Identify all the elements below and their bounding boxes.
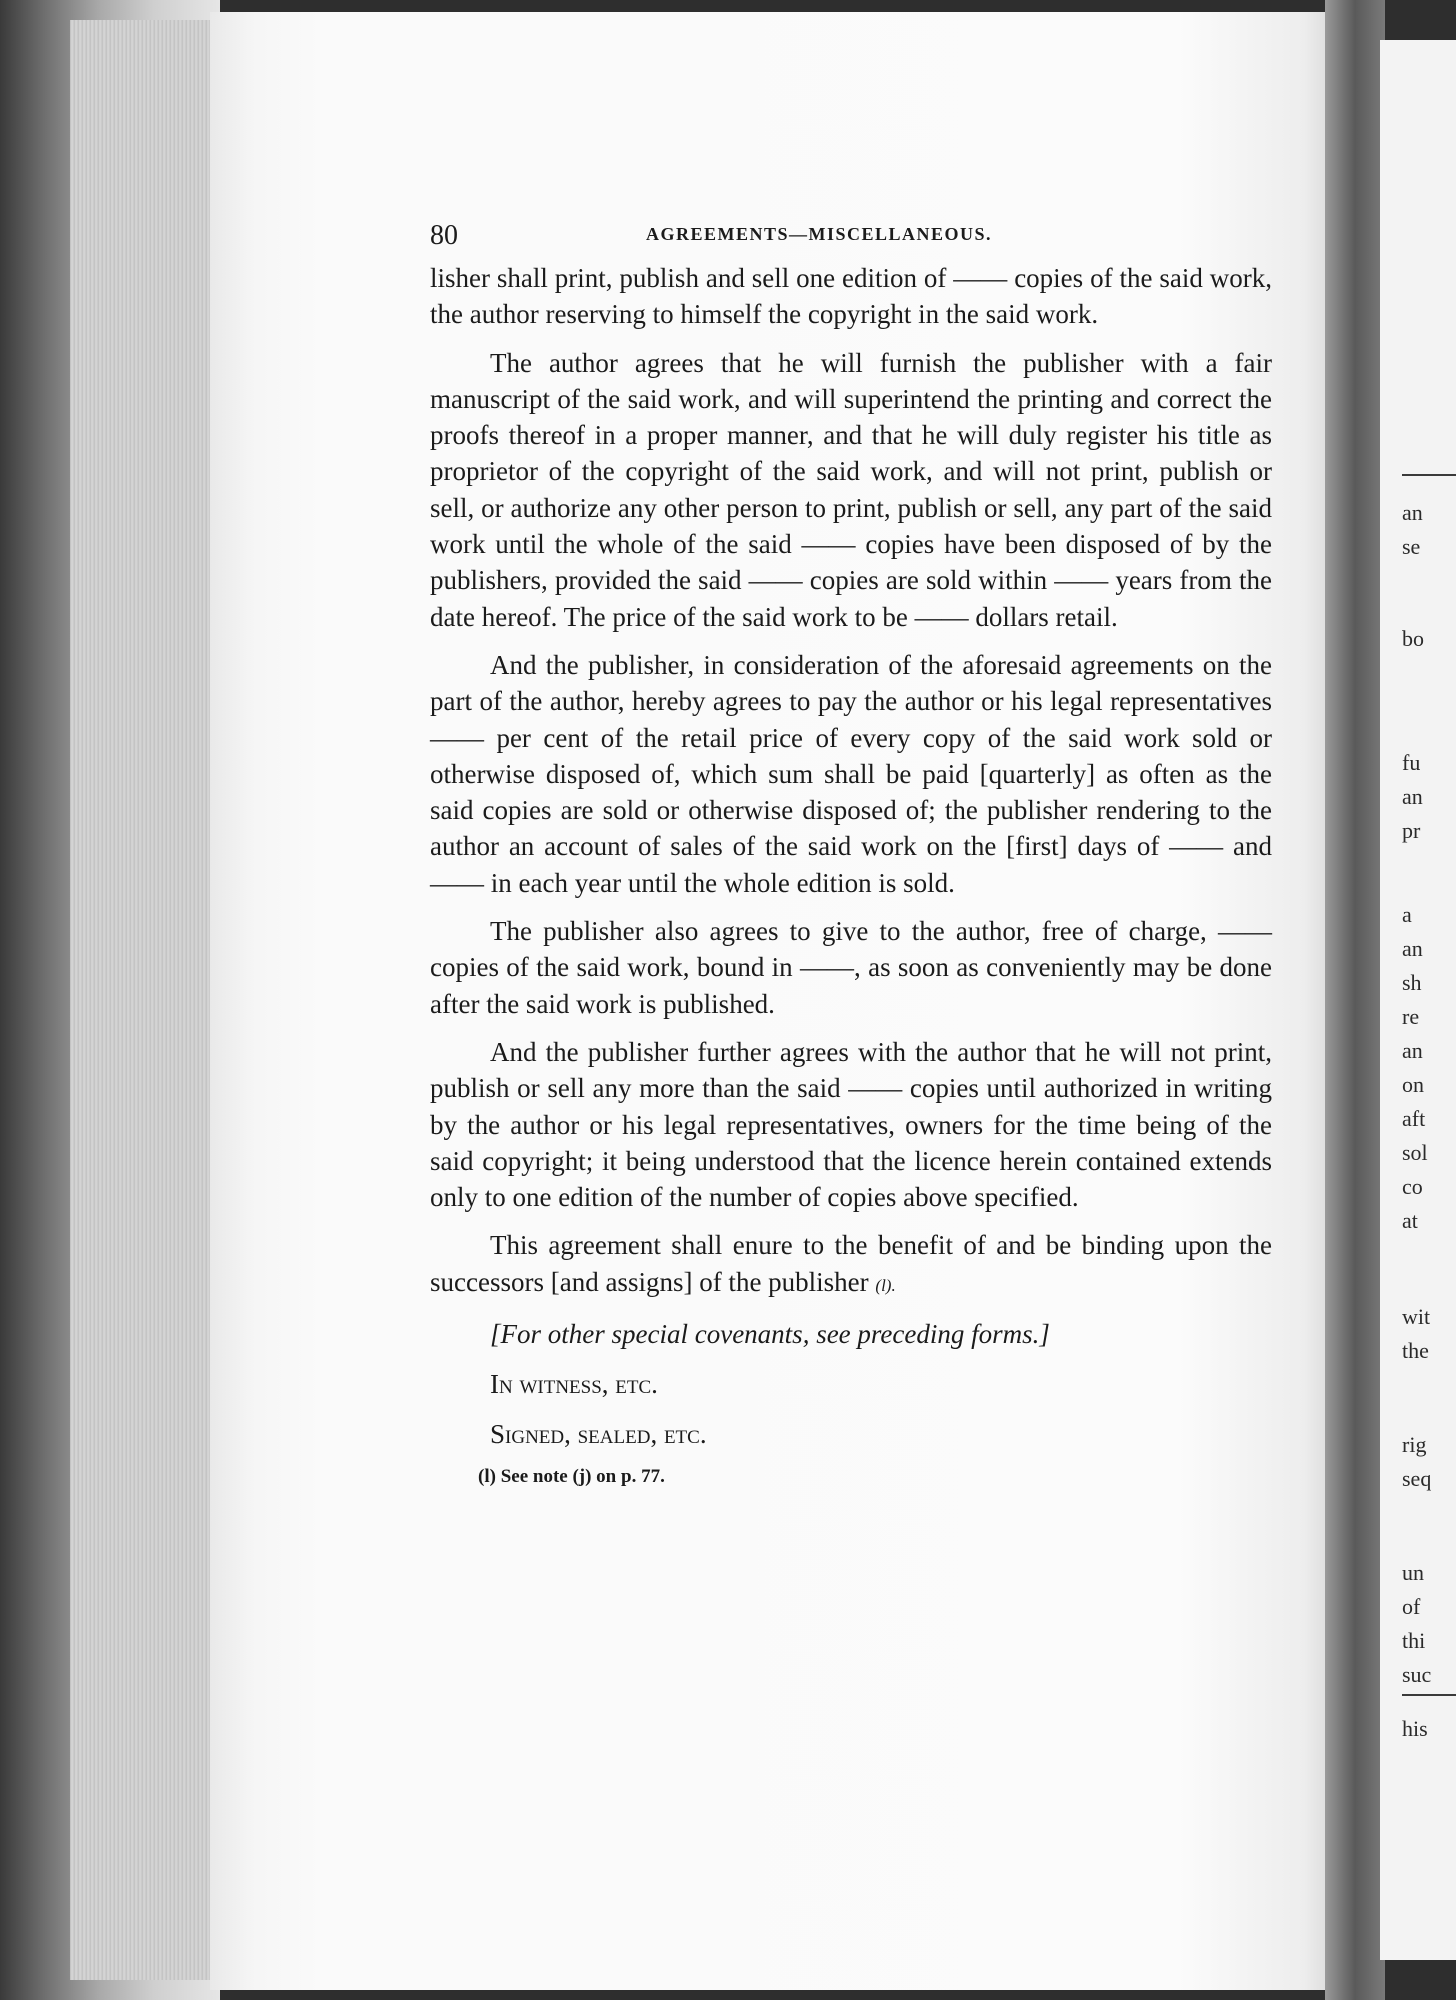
running-head [430,220,1272,260]
facing-fragment: thi [1402,1628,1426,1653]
facing-fragment: wit [1402,1304,1431,1329]
facing-fragment: se [1402,534,1421,559]
successors-text: This agreement shall enure to the benefit of and be binding upon the successors [and assigns] of the publisher [430,1230,1272,1297]
facing-fragment: the [1402,1338,1429,1363]
facing-fragment: an [1402,500,1423,525]
footnote-text: See note (j) on p. 77. [500,1466,665,1488]
footnote [478,1466,1272,1488]
facing-fragment: sh [1402,970,1422,995]
facing-page-rule [1402,474,1456,476]
facing-fragment: bo [1402,626,1424,651]
witness-line: In witness, etc. [490,1369,658,1400]
page-content [430,220,1272,1488]
footnote-reference: (l). [875,1275,896,1295]
facing-fragment: on [1402,1072,1424,1097]
facing-fragment: aft [1402,1106,1426,1131]
facing-page-rule [1402,1694,1456,1696]
signed-line: Signed, sealed, etc. [490,1419,707,1450]
facing-page [1380,40,1456,1960]
facing-fragment: un [1402,1560,1424,1585]
facing-fragment: suc [1402,1662,1432,1687]
facing-fragment: rig [1402,1432,1427,1457]
facing-fragment: pr [1402,818,1421,843]
facing-fragment: an [1402,784,1423,809]
facing-fragment: seq [1402,1466,1432,1491]
paragraph-continued: lisher shall print, publish and sell one edition of —— copies of the said work, the author reserving to himself the copyright in the said work. [430,263,1272,330]
page-stack-edge [70,20,220,1980]
facing-fragment: re [1402,1004,1420,1029]
page-number: 80 [430,220,458,251]
facing-fragment: fu [1402,750,1421,775]
special-covenants-text: [For other special covenants, see preceding forms.] [490,1319,1050,1350]
facing-fragment: his [1402,1716,1428,1741]
facing-fragment: at [1402,1208,1418,1233]
facing-fragment: a [1402,902,1412,927]
paragraph-no-more-copies: And the publisher further agrees with the author that he will not print, publish or sell any more than the said —— copies until authorized in writing by the author or his legal representatives, owners for the time being of the said copyright; it being understood that the licence herein contained extends only to one edition of the number of copies above specified. [430,1036,1272,1213]
facing-fragment: co [1402,1174,1423,1199]
paragraph-successors [430,1227,1272,1304]
paragraph-author-agrees: The author agrees that he will furnish the publisher with a fair manuscript of the said work, and will superintend the printing and correct the proofs thereof in a proper manner, and that he will duly register his title as proprietor of the copyright of the said work, and will not print, publish or sell, or authorize any other person to print, publish or sell, any part of the said work until the whole of the said —— copies have been disposed of by the publishers, provided the said —— copies are sold within —— years from the date hereof. The price of the said work to be —— dollars retail. [430,347,1272,632]
footnote-marker: (l) [478,1466,496,1488]
running-head-title: AGREEMENTS—MISCELLANEOUS. [646,224,993,244]
facing-fragment: of [1402,1594,1421,1619]
special-covenants-note [490,1316,1272,1352]
paragraph-free-copies: The publisher also agrees to give to the author, free of charge, —— copies of the said work, bound in ——, as soon as conveniently may be done after the said work is published. [430,916,1272,1019]
book-gutter [1325,0,1385,2000]
paragraph-publisher-pays: And the publisher, in consideration of the aforesaid agreements on the part of the author, hereby agrees to pay the author or his legal representatives —— per cent of the retail price of every copy of the said work sold or otherwise disposed of, which sum shall be paid [quarterly] as often as the said copies are sold or otherwise disposed of; the publisher rendering to the author an account of sales of the said work on the [first] days of —— and —— in each year until the whole edition is sold. [430,649,1272,898]
facing-fragment: an [1402,936,1423,961]
facing-fragment: an [1402,1038,1423,1063]
facing-fragment: sol [1402,1140,1428,1165]
